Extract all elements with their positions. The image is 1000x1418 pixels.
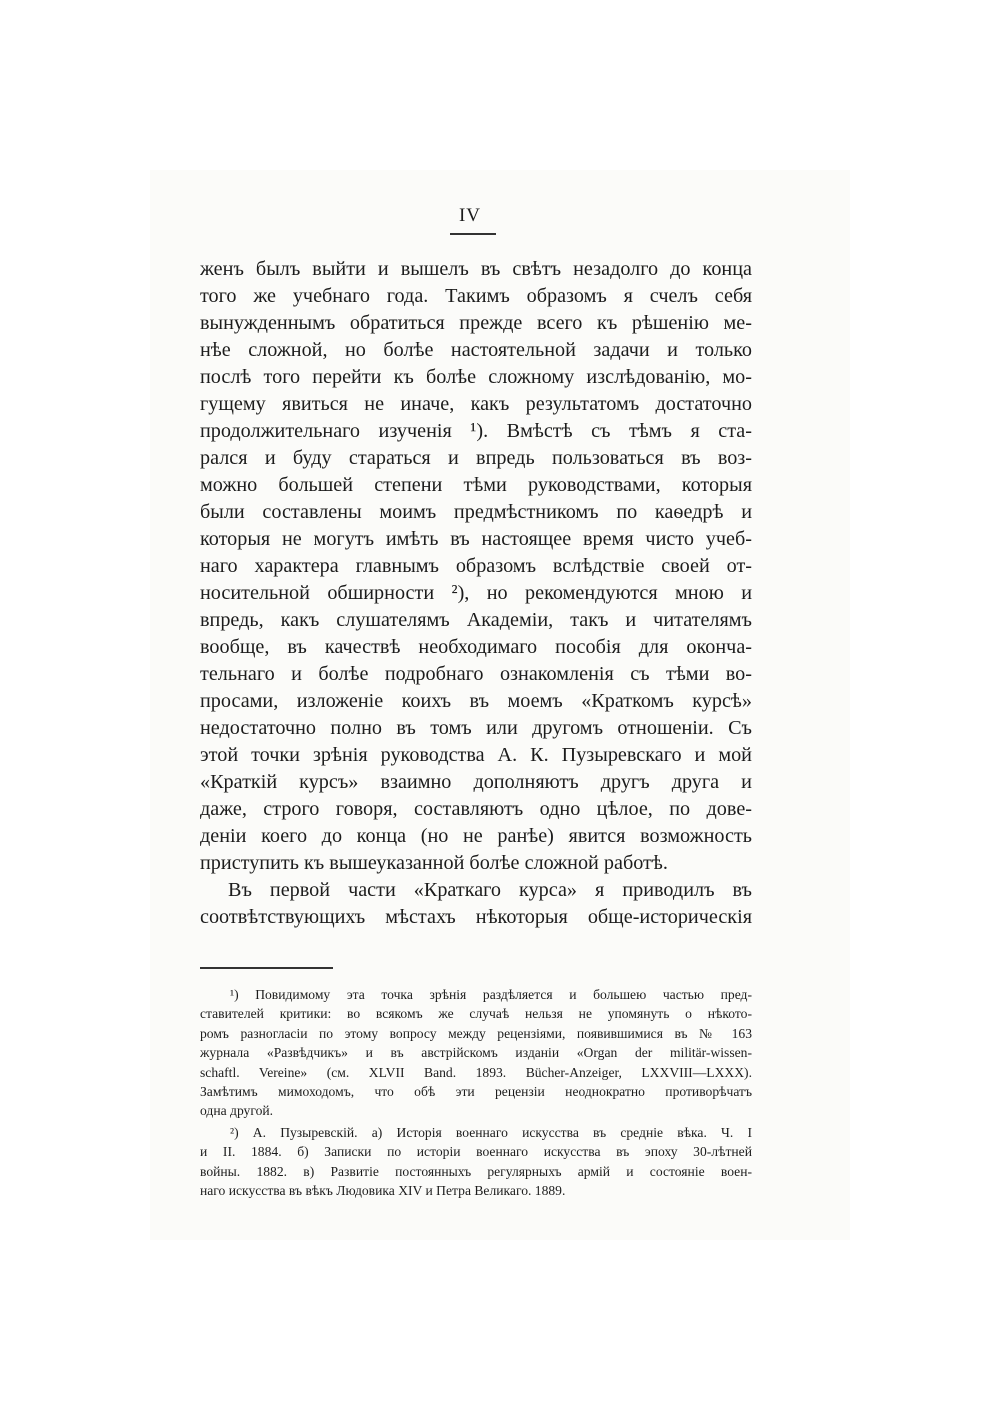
body-line: недостаточно полно въ томъ или другомъ отношеніи. Съ (200, 717, 752, 739)
footnote-line: и II. 1884. б) Записки по исторіи военнаго искусства въ эпоху 30-лѣтней (200, 1144, 752, 1160)
footnote-line: наго искусства въ вѣкъ Людовика XIV и Петра Великаго. 1889. (200, 1182, 566, 1198)
body-line: «Краткій курсъ» взаимно дополняютъ другъ друга и (200, 771, 752, 793)
body-line: соотвѣтствующихъ мѣстахъ нѣкоторыя обще-историческія (200, 906, 752, 928)
body-line: этой точки зрѣнія руководства А. К. Пузыревскаго и мой (200, 744, 752, 766)
footnote-separator (200, 967, 333, 969)
body-line: даже, строго говоря, составляютъ одно цѣлое, по дове- (200, 798, 752, 820)
body-line: которыя не могутъ имѣть въ настоящее время чисто учеб- (200, 528, 752, 550)
footnote-line: schaftl. Vereine» (см. XLVII Band. 1893. Bücher-Anzeiger, LXXVIII—LXXX). (200, 1064, 752, 1080)
footnote-line: одна другой. (200, 1103, 274, 1119)
body-line: наго характера главнымъ образомъ вслѣдствіе своей от- (200, 555, 752, 577)
footnote-line: войны. 1882. в) Развитіе постоянныхъ регулярныхъ армій и состояніе воен- (200, 1163, 752, 1179)
footnote-line: ромъ разногласіи по этому вопросу между рецензіями, появившимися въ № 163 (200, 1025, 752, 1041)
body-line: гущему явиться не иначе, какъ результатомъ достаточно (200, 393, 752, 415)
footnote-line: ²) А. Пузыревскій. а) Исторія военнаго искусства въ средніе вѣка. Ч. I (230, 1124, 752, 1140)
body-line: продолжительнаго изученія ¹). Вмѣстѣ съ тѣмъ я ста- (200, 420, 752, 442)
body-line: можно большей степени тѣми руководствами, которыя (200, 474, 752, 496)
body-line: рался и буду стараться и впредь пользоваться въ воз- (200, 447, 752, 469)
body-line: нѣе сложной, но болѣе настоятельной задачи и только (200, 339, 752, 361)
footnote-1 (200, 985, 752, 1121)
body-line: вынужденнымъ обратиться прежде всего къ рѣшенію ме- (200, 312, 752, 334)
page-number: IV (458, 205, 482, 226)
body-line: послѣ того перейти къ болѣе сложному изслѣдованію, мо- (200, 366, 752, 388)
body-line: деніи коего до конца (но не ранѣе) явится возможность (200, 825, 752, 847)
body-line: Въ первой части «Краткаго курса» я приводилъ въ (228, 879, 752, 901)
body-line: приступить къ вышеуказанной болѣе сложной работѣ. (200, 852, 668, 874)
body-line: просами, изложеніе коихъ въ моемъ «Краткомъ курсѣ» (200, 690, 752, 712)
body-line: того же учебнаго года. Такимъ образомъ я счелъ себя (200, 285, 752, 307)
body-text (200, 256, 752, 931)
footnote-line: журнала «Развѣдчикъ» и въ австрійскомъ изданіи «Organ der militär-wissen- (200, 1045, 752, 1061)
body-line: вообще, въ качествѣ необходимаго пособія для оконча- (200, 636, 752, 658)
body-line: носительной обширности ²), но рекомендуются мною и (200, 582, 752, 604)
body-line: женъ былъ выйти и вышелъ въ свѣтъ незадолго до конца (200, 258, 752, 280)
footnotes (200, 985, 752, 1200)
page-number-underline (450, 233, 496, 235)
footnote-2 (200, 1123, 752, 1201)
footnote-line: ¹) Повидимому эта точка зрѣнія раздѣляется и большею частью пред- (230, 987, 752, 1002)
footnote-line: ставителей критики: во всякомъ же случаѣ нельзя не упомянуть о нѣкото- (200, 1006, 752, 1022)
body-line: впредь, какъ слушателямъ Академіи, такъ и читателямъ (200, 609, 752, 631)
footnote-line: Замѣтимъ мимоходомъ, что обѣ эти рецензіи неоднократно противорѣчатъ (200, 1083, 752, 1099)
body-line: тельнаго и болѣе подробнаго ознакомленія съ тѣми во- (200, 663, 752, 685)
body-line: были составлены моимъ предмѣстникомъ по каѳедрѣ и (200, 501, 752, 523)
